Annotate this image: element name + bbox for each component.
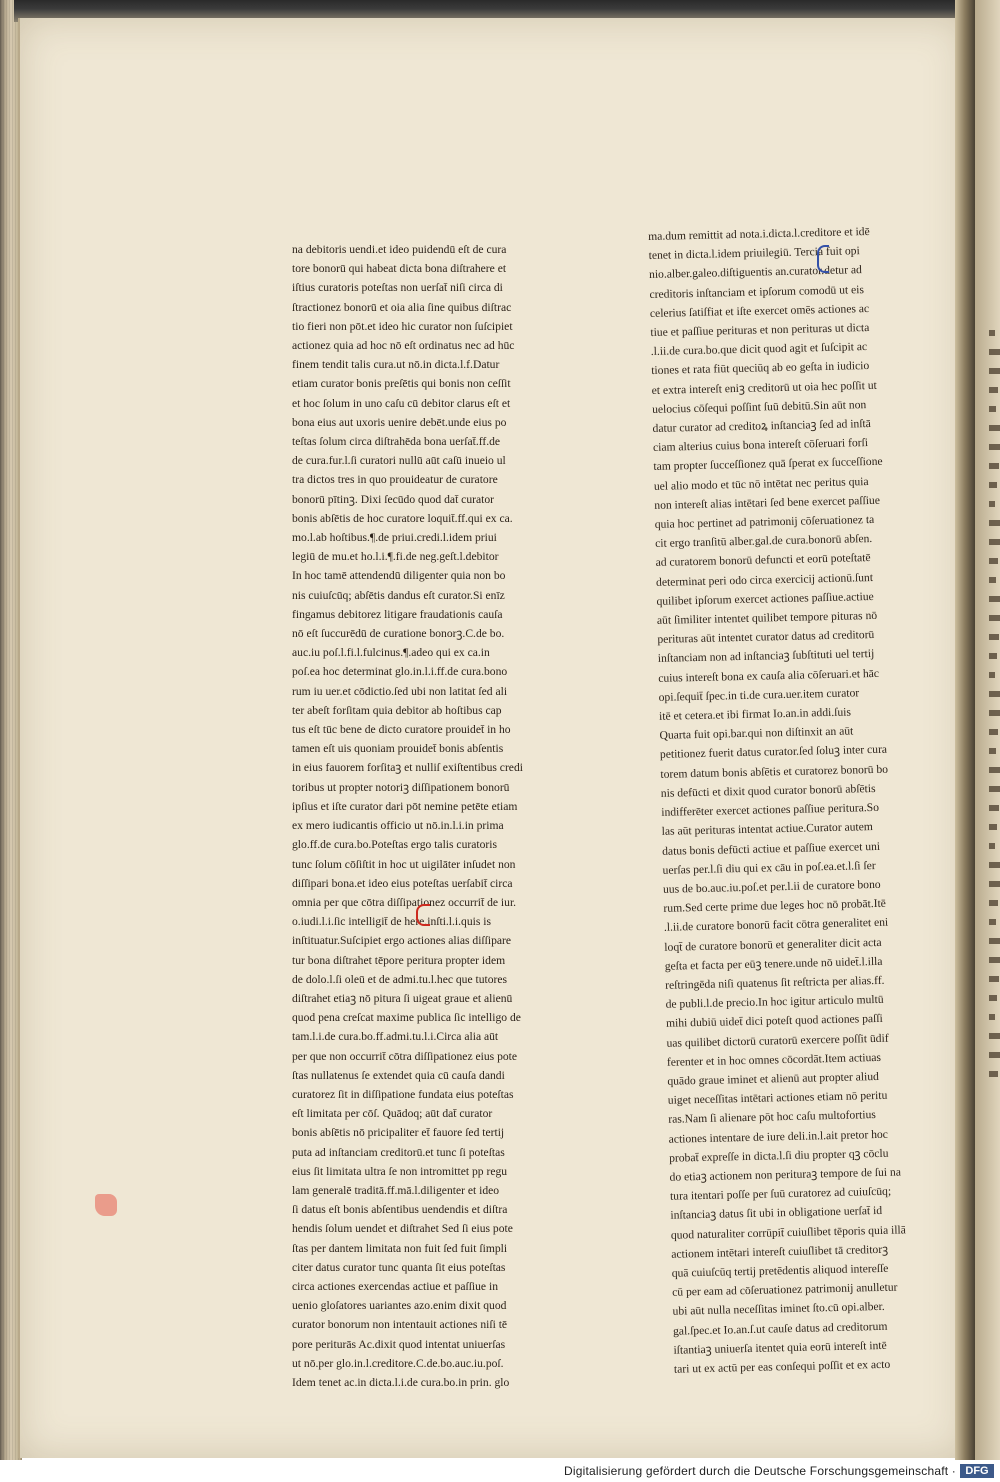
text-line: per que non occurrit̄ cōtra diſſipationez eius pote bbox=[292, 1049, 518, 1063]
text-line: itē et cetera.et ibi firmat Io.an.in addi.ſuis bbox=[658, 705, 852, 723]
text-line: de publi.l.de precio.In hoc igitur articulo multū bbox=[665, 992, 884, 1011]
dfg-logo: DFG bbox=[960, 1464, 994, 1478]
text-line: lam generalē traditā.ff.mā.l.diligenter et ideo bbox=[292, 1183, 500, 1197]
text-line: finem tendit talis cura.ut nō.in dicta.l.f.Datur bbox=[292, 358, 500, 372]
next-page-text-line bbox=[989, 1033, 1000, 1039]
text-line: omnia per que cōtra diſſipationez occurrit̄ de iur. bbox=[292, 895, 517, 909]
text-line: mihi dubiū uidet̄ dici poteſt quod actiones paſſi bbox=[665, 1012, 883, 1031]
text-line: auc.iu poſ.l.fi.l.fulcinus.¶.adeo qui ex ca.in bbox=[292, 646, 490, 660]
next-page-text-line bbox=[989, 653, 997, 659]
text-line: tus eſt tūc bene de dicto curatore prouidet̄ in ho bbox=[292, 723, 511, 737]
text-line: actionem intētari intereſt cuiuſlibet tā creditorꝫ bbox=[671, 1242, 889, 1261]
text-line: In hoc tamē attendendū diligenter quia non bo bbox=[292, 569, 506, 583]
text-line: reſtringēda niſi quatenus ſit reſtricta per alias.ff. bbox=[665, 973, 885, 992]
text-line: tunc ſolum cōſiſtit in hoc ut uigilāter inſudet non bbox=[292, 857, 516, 871]
text-line: tamen eſt uis quoniam prouidet̄ bonis abſentis bbox=[292, 742, 504, 756]
text-line: quā cuiuſcūq tertij pretēdentis aliquod intereſſe bbox=[671, 1261, 889, 1280]
text-line: probat̄ expreſſe in dicta.l.ſi diu propter qꝫ cōclu bbox=[668, 1146, 889, 1165]
text-line: uas quilibet dictorū curatorū exercere poſſit ūdif bbox=[666, 1031, 889, 1050]
text-line: ma.dum remittit ad nota.i.dicta.l.creditore et idē bbox=[648, 224, 870, 243]
text-line: actionez quia ad hoc nō eſt ordinatus nec ad hūc bbox=[292, 339, 515, 353]
text-line: tari ut ex actū per eas conſequi poſſit et ex acto bbox=[673, 1357, 891, 1376]
text-line: hendis ſolum uendet et diſtrahet Sed ſi eius pote bbox=[292, 1222, 513, 1236]
text-line: tio fieri non pōt.et ideo hic curator non ſuſcipiet bbox=[292, 319, 513, 333]
next-page-edge bbox=[975, 0, 1000, 1460]
text-line: curatorez ſit in diſſipatione fundata eius poteſtas bbox=[292, 1087, 514, 1101]
text-line: tra dictos tres in quo prouideatur de curatore bbox=[292, 473, 498, 487]
text-line: ipſius et iſte curator dari pōt nemine petēte etiam bbox=[292, 799, 518, 813]
text-line: tura itentari poſſe per ſuū curatorez ad cuiuſcūq; bbox=[669, 1184, 892, 1203]
text-line: cū per eam ad cōſeruationez patrimonij anulletur bbox=[672, 1280, 898, 1299]
next-page-text-line bbox=[989, 900, 998, 906]
text-line: bonis abſētis de hoc curatore loquit̄.ff.qui ex ca. bbox=[292, 511, 513, 525]
text-line: diſtrahet etiaꝫ nō pitura ſi uigeat graue et alienū bbox=[292, 991, 513, 1005]
text-line: bona eius aut uxoris uenire debēt.unde eius po bbox=[292, 415, 507, 429]
text-line: tore bonorū qui habeat dicta bona diſtrahere et bbox=[292, 262, 507, 276]
text-line: fingamus debitorez litigare fraudationis cauſa bbox=[292, 607, 503, 621]
text-line: bonorū pītinꝫ. Dixi ſecūdo quod dat̄ curator bbox=[292, 492, 495, 506]
text-line: glo.ff.de cura.bo.Poteſtas ergo talis curatoris bbox=[292, 838, 497, 852]
text-line: ut nō.per glo.in.l.creditore.C.de.bo.auc.iu.poſ. bbox=[292, 1356, 504, 1370]
text-line: ex mero iudicantis officio ut nō.in.l.i.in prima bbox=[292, 819, 504, 833]
text-line: nō eſt ſuccurēdū de curatione bonorꝫ.C.de bo. bbox=[292, 627, 505, 641]
text-line: puta ad inſtanciam creditorū.et tunc ſi poteſtas bbox=[292, 1145, 505, 1159]
text-line: poſ.ea hoc determinat glo.in.l.i.ff.de cura.bono bbox=[292, 665, 508, 679]
text-line: non intereſt alias intētari ſed bene exercet paſſiue bbox=[654, 493, 881, 512]
text-line: quod pena creſcat maxime publica ſic intelligo de bbox=[292, 1011, 521, 1025]
text-line: o.iudi.l.i.ſic intelligit̄ de here.inſti.l.i.quis is bbox=[292, 915, 492, 929]
next-page-text-line bbox=[989, 425, 1000, 431]
text-line: .l.ii.de curatore bonorū facit cōtra generalitet eni bbox=[663, 916, 889, 935]
next-page-text-line bbox=[989, 862, 1000, 868]
next-page-text-line bbox=[989, 520, 1000, 526]
text-line: teſtas ſolum circa diſtrahēda bona uerſat̄.ff.de bbox=[292, 435, 501, 449]
next-page-text-line bbox=[989, 729, 998, 735]
text-line: ad curatorem bonorū defuncti et eorū poteſtatē bbox=[655, 551, 871, 570]
text-line: eius ſit limitata ultra ſe non intromittet pp regu bbox=[292, 1164, 508, 1178]
right-text-column bbox=[648, 221, 949, 1379]
text-line: perituras aūt intentet curator datus ad creditorū bbox=[657, 628, 875, 647]
text-line: tam propter ſucceſſionez quā ſperat ex ſucceſſione bbox=[653, 455, 883, 474]
text-line: inſtanciaꝫ datus ſit ubi in obligatione uerſat̄ id bbox=[670, 1204, 883, 1223]
text-line: celerius ſatiſfiat et iſte exercet omēs actiones ac bbox=[649, 301, 870, 320]
text-line: uiget neceſſitas intētari actiones etiam nō peritu bbox=[667, 1088, 888, 1107]
text-line: petitionez fuerit datus curator.ſed ſoluꝫ inter cura bbox=[659, 743, 888, 762]
text-line: et extra intereſt eniꝫ creditorū ut oia hec poſſit ut bbox=[651, 378, 877, 397]
next-page-text-line bbox=[989, 767, 1000, 773]
text-line: citer datus curator tunc quanta ſit eius poteſtas bbox=[292, 1260, 506, 1274]
text-line: rum.Sed certe prime due leges hoc nō probāt.Itē bbox=[663, 896, 887, 915]
next-page-text-line bbox=[989, 881, 1000, 887]
text-line: cuius intereſt bona ex cauſa alia cōſeruari.et hāc bbox=[658, 666, 880, 685]
text-line: et hoc ſolum in uno caſu cū debitor clarus eſt et bbox=[292, 396, 511, 410]
text-line: opi.ſequit̄ ſpec.in ti.de cura.uer.item curator bbox=[658, 686, 860, 704]
next-page-text-line bbox=[989, 786, 1000, 792]
next-page-text-line bbox=[989, 349, 1000, 355]
red-ink-stain bbox=[95, 1194, 117, 1216]
next-page-text-line bbox=[989, 710, 1000, 716]
next-page-text-line bbox=[989, 957, 1000, 963]
text-line: legiū de mu.et ho.l.i.¶.fi.de neg.geſt.l.debitor bbox=[292, 550, 499, 564]
footer-credit: Digitalisierung gefördert durch die Deutsche Forschungsgemeinschaft · bbox=[564, 1464, 956, 1478]
text-line: Quarta fuit opi.bar.qui non diſtinxit an aūt bbox=[659, 724, 854, 743]
text-line: indifferēter exercet actiones paſſiue peritura.So bbox=[661, 801, 880, 819]
left-text-column bbox=[292, 240, 577, 1392]
text-line: na debitoris uendi.et ideo puidendū eſt de cura bbox=[292, 243, 507, 256]
text-line: aūt ſimiliter intentet quilibet tempore pituras nō bbox=[656, 608, 878, 627]
next-page-text-line bbox=[989, 805, 999, 811]
text-line: nis defūcti et dixit quod curator bonorū abſētis bbox=[660, 781, 876, 800]
next-page-text-line bbox=[989, 539, 1000, 545]
text-line: Idem tenet ac.in dicta.l.i.de cura.bo.in prin. glo bbox=[292, 1375, 510, 1389]
text-line: inſtanciam non ad inſtanciaꝫ ſubſtituti uel tertij bbox=[657, 647, 875, 666]
text-line: iſtius curatoris poteſtas non uerſat̄ niſi circa di bbox=[292, 281, 503, 295]
next-page-text-line bbox=[989, 615, 1000, 621]
text-line: de cura.fur.l.ſi curatori nullū aūt caſū inueio ul bbox=[292, 454, 506, 468]
text-line: nio.alber.galeo.diſtiguentis an.curator.detur ad bbox=[648, 263, 862, 282]
next-page-text-line bbox=[989, 596, 1000, 602]
text-line: tenet in dicta.l.idem priuilegiū. Tercia fuit opi bbox=[648, 244, 860, 263]
next-page-text-line bbox=[989, 482, 997, 488]
next-page-text-line bbox=[989, 387, 998, 393]
text-line: quod naturaliter corrūpit̄ cuiuſlibet tēporis quia illā bbox=[670, 1222, 906, 1242]
rubricated-initial-red bbox=[416, 904, 430, 926]
text-line: actiones intentare de iure deli.in.l.ait pretor hoc bbox=[668, 1127, 889, 1146]
text-line: cit ergo tranſitū alber.gal.de cura.bonorū abſen. bbox=[655, 532, 873, 551]
text-line: ras.Nam ſi alienare pōt hoc caſu multofortius bbox=[668, 1108, 877, 1127]
text-line: quia hoc pertinet ad patrimonij cōſeruationez ta bbox=[654, 512, 875, 531]
text-line: de dolo.l.ſi oleū et de admi.tu.l.hec que tutores bbox=[292, 972, 508, 986]
next-page-text-line bbox=[989, 368, 1000, 374]
text-line: bonis abſētis nō pricipaliter et̄ fauore ſed tertij bbox=[292, 1126, 505, 1140]
next-page-text-line bbox=[989, 1071, 998, 1077]
text-line: pore periturās Ac.dixit quod intentat uniuerſas bbox=[292, 1337, 506, 1351]
text-line: toribus ut propter notoriꝫ diſſipationem bonorū bbox=[292, 780, 510, 794]
text-line: ubi aūt nulla neceſſitas iminet ſto.cū opi.alber. bbox=[672, 1300, 885, 1319]
text-line: ſtas per dantem limitata non fuit ſed fuit ſimpli bbox=[292, 1241, 508, 1255]
text-line: uelocius cōſequi poſſint ſuū debitū.Sin aūt non bbox=[651, 397, 867, 416]
next-page-text-line bbox=[989, 463, 999, 469]
next-page-text-line bbox=[989, 938, 1000, 944]
next-page-text-line bbox=[989, 748, 996, 754]
text-line: uenio gloſatores uariantes azo.enim dixit quod bbox=[292, 1299, 507, 1313]
next-page-text-line bbox=[989, 501, 995, 507]
next-page-text-line bbox=[989, 330, 995, 336]
text-line: ſtractionez bonorū et oia alia ſine quibus diſtrac bbox=[292, 300, 512, 314]
next-page-text-line bbox=[989, 995, 997, 1001]
text-line: tam.l.i.de cura.bo.ff.admi.tu.l.i.Circa alia aūt bbox=[292, 1030, 499, 1044]
next-page-text-line bbox=[989, 672, 995, 678]
text-line: iſtantiaꝫ uniuerſa itentet quia eorū intereſt intē bbox=[673, 1338, 887, 1357]
text-line: datus bonis defūcti actiue et paſſiue exercet uni bbox=[662, 839, 881, 858]
text-line: datur curator ad creditoꝝ inſtanciaꝫ ſed ad inſtā bbox=[652, 417, 871, 435]
text-line: .l.ii.de cura.bo.que dicit quod agit et ſuſcipit ac bbox=[650, 340, 868, 359]
text-line: ſi datus eſt bonis abſentibus uendendis et diſtra bbox=[292, 1203, 508, 1217]
next-page-text-line bbox=[989, 824, 997, 830]
rubricated-initial-blue bbox=[817, 245, 829, 273]
text-line: etiam curator bonis preſētis qui bonis non ceſſit bbox=[292, 377, 511, 391]
text-line: do etiaꝫ actionem non perituraꝫ tempore de ſui na bbox=[669, 1165, 902, 1184]
text-line: in eius fauorem forſitaꝫ et nulliſ exiſtentibus credi bbox=[292, 761, 523, 775]
text-line: quādo graue iminet et alienū aut propter aliud bbox=[667, 1069, 879, 1088]
next-page-text-line bbox=[989, 634, 999, 640]
text-line: nis cuiuſcūq; abſētis dandus eſt curator.Si enīz bbox=[292, 588, 505, 602]
text-line: ferenter et in hoc omnes cōcordāt.Item actiuas bbox=[666, 1050, 882, 1069]
text-line: mo.l.ab hoſtibus.¶.de priui.credi.l.idem priui bbox=[292, 531, 497, 545]
text-line: torem datum bonis abſētis et curatorez bonorū bo bbox=[660, 762, 889, 781]
text-line: ſtas nullatenus ſe extendet quia cū cauſa dandi bbox=[292, 1068, 505, 1082]
next-page-text-line bbox=[989, 919, 996, 925]
next-page-text-line bbox=[989, 406, 996, 412]
text-line: las aūt perituras intentat actiue.Curator autem bbox=[661, 820, 874, 839]
next-page-text-line bbox=[989, 843, 995, 849]
text-line: tur bona diſtrahet tēpore peritura propter idem bbox=[292, 953, 506, 967]
text-line: quilibet ipſorum exercet actiones paſſiue.actiue bbox=[656, 589, 874, 608]
text-line: determinat peri odo circa exercicij actionū.ſunt bbox=[655, 570, 874, 589]
text-line: geſta et facta per eūꝫ tenere.unde nō uidet̄.l.illa bbox=[664, 954, 883, 973]
text-line: uerſas per.l.ſi diu qui ex cāu in poſ.ea.et.l.ſi ſer bbox=[662, 858, 876, 877]
text-line: rum iu uer.et cōdictio.ſed ubi non latitat ſed ali bbox=[292, 684, 508, 698]
text-line: curator bonorum non intentauit actiones niſi tē bbox=[292, 1318, 508, 1332]
next-page-text-line bbox=[989, 577, 996, 583]
text-line: tiones et rata fiūt queciūq ab eo geſta in iudicio bbox=[651, 359, 870, 378]
text-line: tiue et paſſiue perituras et non perituras ut dicta bbox=[650, 321, 870, 339]
text-line: uel alio modo et tūc nō intētat nec peritus quia bbox=[653, 474, 869, 493]
footer bbox=[0, 1460, 1000, 1482]
text-line: circa actiones exercendas actiue et paſſiue in bbox=[292, 1279, 498, 1293]
text-line: inſtituatur.Suſcipiet ergo actiones alias diſſipare bbox=[292, 934, 512, 948]
text-line: diſſipari bona.et ideo eius poteſtas uerſabit̄ circa bbox=[292, 876, 513, 890]
book-gutter bbox=[955, 0, 977, 1460]
text-line: gal.ſpec.et Io.an.ſ.ut cauſe datus ad creditorum bbox=[672, 1319, 888, 1338]
text-line: loqt̄ de curatore bonorū et generaliter dicit acta bbox=[664, 935, 882, 954]
next-page-text-line bbox=[989, 691, 1000, 697]
next-page-text-line bbox=[989, 1052, 1000, 1058]
text-line: ter abeſt forſitam quia debitor ab hoſtibus cap bbox=[292, 703, 502, 717]
next-page-text-line bbox=[989, 1014, 995, 1020]
next-page-text-line bbox=[989, 444, 1000, 450]
text-line: eſt limitata per cōſ. Quādoq; aūt dat̄ curator bbox=[292, 1107, 493, 1121]
text-line: uus de bo.auc.iu.poſ.et per.l.ii de curatore bono bbox=[662, 877, 881, 896]
text-line: ciam alterius cuius bona intereſt cōſeruari forſi bbox=[652, 436, 869, 455]
text-line: creditoris inſtanciam et ipſorum comodū ut eis bbox=[649, 282, 865, 301]
next-page-text-line bbox=[989, 558, 998, 564]
next-page-text-line bbox=[989, 976, 999, 982]
